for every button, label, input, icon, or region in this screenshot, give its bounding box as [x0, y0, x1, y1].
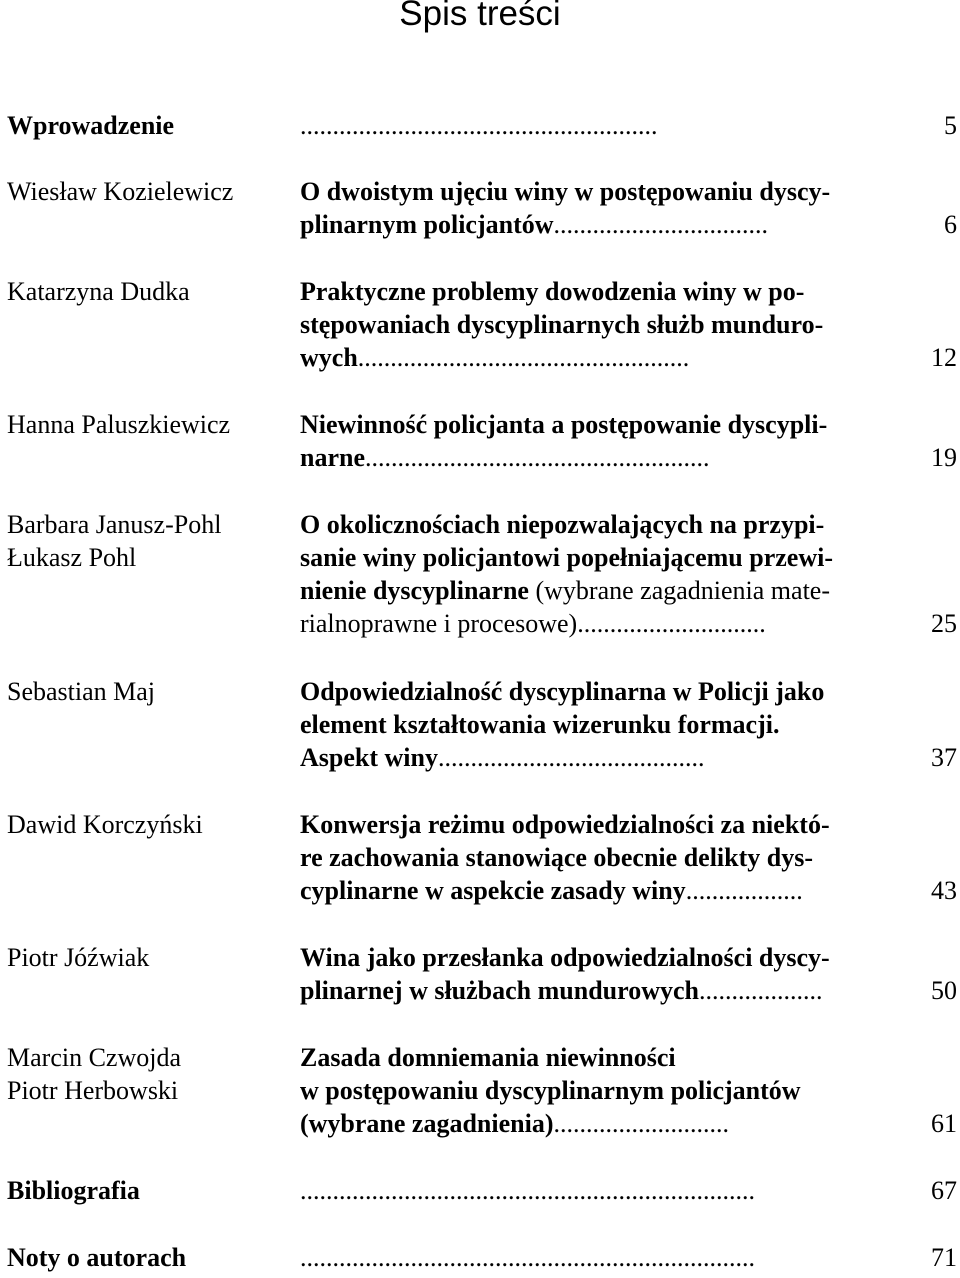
- title-line: Zasada domniemania niewinności: [300, 1043, 676, 1072]
- title-line: re zachowania stanowiące obecnie delikty dys-: [300, 843, 813, 872]
- author-name: Hanna Paluszkiewicz: [7, 410, 231, 439]
- title-line: element kształtowania wizerunku formacji.: [300, 710, 780, 739]
- leader-dots: ..................: [685, 876, 803, 905]
- chapter-title: [300, 675, 900, 774]
- page-number: 19: [931, 443, 957, 472]
- author-name: Katarzyna Dudka: [7, 277, 190, 306]
- page-title: Spis treści: [399, 0, 561, 33]
- author-name: Sebastian Maj: [7, 677, 156, 706]
- page-number: 61: [931, 1109, 957, 1138]
- author-names: [7, 675, 292, 708]
- author-names: [7, 808, 292, 841]
- title-line: Konwersja reżimu odpowiedzialności za niektó-: [300, 810, 830, 839]
- title-line: Niewinność policjanta a postępowanie dyscypli-: [300, 410, 828, 439]
- title-line: plinarnej w służbach mundurowych: [300, 976, 699, 1005]
- author-names: [7, 941, 292, 974]
- title-line: cyplinarne w aspekcie zasady winy: [300, 876, 686, 905]
- author-names: [7, 175, 292, 208]
- chapter-title: [300, 808, 900, 907]
- title-line: O okolicznościach niepozwalających na przypi-: [300, 510, 825, 539]
- author-name: Marcin Czwojda: [7, 1043, 182, 1072]
- page-number: 5: [944, 111, 957, 140]
- page-number: 37: [931, 743, 957, 772]
- page-number: 12: [931, 343, 957, 372]
- author-names: [7, 408, 292, 441]
- chapter-title: [300, 275, 900, 374]
- section-label: Bibliografia: [7, 1176, 140, 1205]
- leader-dots: ......................................................................: [300, 1176, 755, 1205]
- leader-dots: ...................: [699, 976, 823, 1005]
- author-name: Wiesław Kozielewicz: [7, 177, 234, 206]
- title-line: (wybrane zagadnienia): [300, 1109, 554, 1138]
- author-name: Dawid Korczyński: [7, 810, 203, 839]
- author-names: [7, 275, 292, 308]
- title-line: w postępowaniu dyscyplinarnym policjantów: [300, 1076, 801, 1105]
- leader-dots: .................................: [553, 210, 769, 239]
- leader-dots: ......................................................................: [300, 1243, 755, 1272]
- title-line-subtitle: (wybrane zagadnienia mate-: [528, 576, 830, 605]
- title-line-subtitle: rialnoprawne i procesowe): [300, 609, 578, 638]
- section-label: Noty o autorach: [7, 1243, 187, 1272]
- page-number: 50: [931, 976, 957, 1005]
- page-number: 71: [931, 1243, 957, 1272]
- page-number: 43: [931, 876, 957, 905]
- chapter-title: [300, 1041, 900, 1140]
- author-name: Barbara Janusz-Pohl: [7, 510, 222, 539]
- title-line: plinarnym policjantów: [300, 210, 554, 239]
- title-line: narne: [300, 443, 365, 472]
- chapter-title: [300, 408, 900, 474]
- chapter-title: [300, 508, 900, 640]
- title-line: wych: [300, 343, 358, 372]
- chapter-title: [300, 175, 900, 241]
- page-number: 6: [944, 210, 957, 239]
- leader-dots: .....................................................: [365, 443, 710, 472]
- leader-dots: .........................................: [437, 743, 705, 772]
- leader-dots: ...................................................: [357, 343, 690, 372]
- leader-dots: ...........................: [553, 1109, 729, 1138]
- title-line: sanie winy policjantowi popełniającemu przewi-: [300, 543, 833, 572]
- title-line: Praktyczne problemy dowodzenia winy w po-: [300, 277, 805, 306]
- leader-dots: .......................................................: [300, 111, 658, 140]
- title-line: Wina jako przesłanka odpowiedzialności dyscy-: [300, 943, 830, 972]
- page-number: 25: [931, 609, 957, 638]
- chapter-title: [300, 941, 900, 1007]
- author-names: [7, 508, 292, 574]
- title-line: Aspekt winy: [300, 743, 438, 772]
- author-name: Piotr Jóźwiak: [7, 943, 150, 972]
- page-number: 67: [931, 1176, 957, 1205]
- author-name: Łukasz Pohl: [7, 543, 137, 572]
- title-line: nienie dyscyplinarne: [300, 576, 529, 605]
- section-label: Wprowadzenie: [7, 111, 175, 140]
- author-name: Piotr Herbowski: [7, 1076, 179, 1105]
- title-line: stępowaniach dyscyplinarnych służb munduro-: [300, 310, 824, 339]
- author-names: [7, 1041, 292, 1107]
- title-line: O dwoistym ujęciu winy w postępowaniu dyscy-: [300, 177, 831, 206]
- leader-dots: .............................: [577, 609, 766, 638]
- title-line: Odpowiedzialność dyscyplinarna w Policji jako: [300, 677, 825, 706]
